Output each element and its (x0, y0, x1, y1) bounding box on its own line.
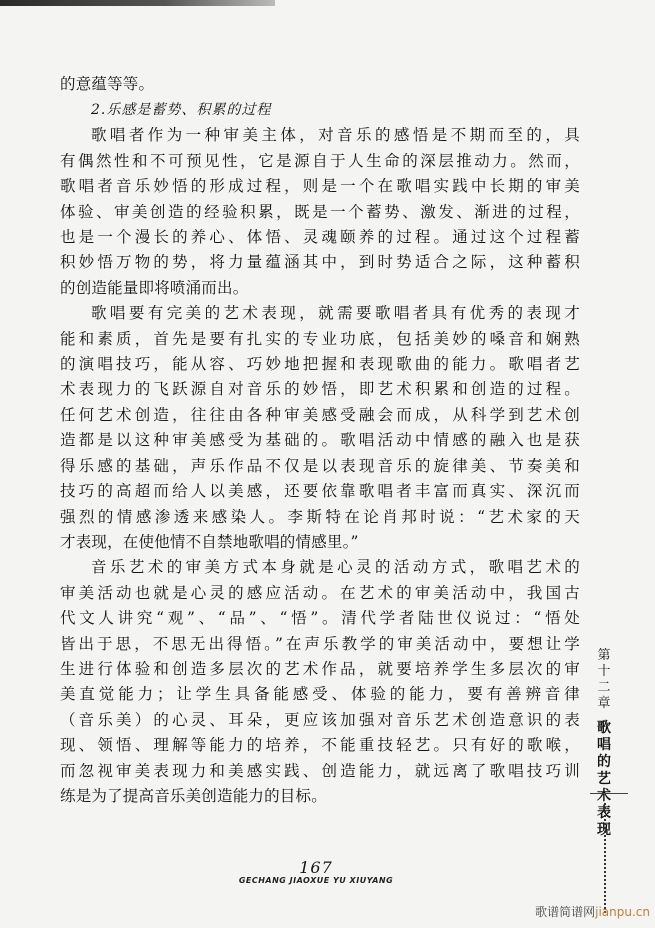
text-line: 生进行体验和创造多层次的艺术作品，就要培养学生多层次的审 (60, 659, 580, 678)
text-line: 也是一个漫长的养心、体悟、灵魂颐养的过程。通过这个过程蓄 (60, 228, 580, 247)
chapter-char: 二 (597, 680, 611, 695)
running-title: GECHANG JIAOXUE YU XIUYANG (238, 876, 394, 885)
text-line: 的演唱技巧，能从容、巧妙地把握和表现歌曲的能力。歌唱者艺 (60, 355, 580, 374)
text-line: 造都是以这种审美感受为基础的。歌唱活动中情感的融入也是获 (60, 431, 580, 450)
text-line: 术表现力的飞跃源自对音乐的妙悟，即艺术积累和创造的过程。 (60, 380, 580, 399)
text-line: （音乐美）的心灵、耳朵，更应该加强对音乐艺术创造意识的表 (60, 710, 580, 729)
chapter-label (594, 648, 614, 712)
text-line: 的创造能量即将喷涌而出。 (60, 278, 249, 297)
text-line: 代文人讲究“观”、“品”、“悟”。清代学者陆世仪说过：“悟处 (60, 609, 580, 628)
text-line: 有偶然性和不可预见性，它是源自于人生命的深层推动力。然而， (60, 151, 580, 170)
text-line: 歌唱要有完美的艺术表现，就需要歌唱者具有优秀的表现才 (91, 304, 580, 323)
chapter-title-char: 歌 (597, 720, 611, 736)
chapter-title-char: 现 (597, 822, 611, 838)
watermark-site: 歌谱简谱网 (535, 905, 596, 919)
text-line: 强烈的情感渗透来感染人。李斯特在论肖邦时说：“艺术家的天 (60, 507, 580, 526)
text-line: 技巧的高超而给人以美感，还要依靠歌唱者丰富而真实、深沉而 (60, 482, 580, 501)
side-tab-rule (590, 793, 628, 794)
text-line: 歌唱者作为一种审美主体，对音乐的感悟是不期而至的，具 (91, 126, 580, 145)
text-line: 美直觉能力；让学生具备能感受、体验的能力，要有善辨音律 (60, 685, 580, 704)
chapter-char: 第 (597, 648, 611, 663)
text-line: 积妙悟万物的势，将力量蕴涵其中，到时势适合之际，这种蓄积 (60, 253, 580, 272)
text-line: 得乐感的基础，声乐作品不仅是以表现音乐的旋律美、节奏美和 (60, 456, 580, 475)
chapter-title-char: 表 (597, 805, 611, 821)
text-line: 的意蕴等等。 (60, 75, 155, 93)
text-line: 任何艺术创造，往往由各种审美感受融会而成，从科学到艺术创 (60, 405, 580, 424)
scan-edge-bar (0, 0, 275, 6)
text-line: 歌唱者音乐妙悟的形成过程，则是一个在歌唱实践中长期的审美 (60, 177, 580, 196)
text-line: 体验、审美创造的经验积累，既是一个蓄势、激发、渐进的过程， (60, 202, 580, 221)
watermark-domain: jianpu.cn (595, 905, 650, 919)
page-number: 167 (299, 858, 333, 877)
text-line: 能和素质，首先是要有扎实的专业功底，包括美妙的嗓音和娴熟 (60, 329, 580, 348)
section-heading: 2.乐感是蓄势、积累的过程 (91, 102, 272, 119)
text-line: 现、领悟、理解等能力的培养，不能重技轻艺。只有好的歌喉， (60, 736, 580, 755)
chapter-title-char: 的 (597, 754, 611, 770)
text-line: 才表现，在使他情不自禁地歌唱的情感里。” (60, 532, 359, 551)
text-line: 练是为了提高音乐美创造能力的目标。 (60, 786, 327, 805)
text-line: 审美活动也就是心灵的感应活动。在艺术的审美活动中，我国古 (60, 583, 580, 602)
side-tab-dotted-rule (604, 803, 606, 913)
text-line: 音乐艺术的审美方式本身就是心灵的活动方式，歌唱艺术的 (91, 558, 580, 577)
text-line: 而忽视审美表现力和美感实践、创造能力，就远离了歌唱技巧训 (60, 761, 580, 780)
chapter-title-char: 唱 (597, 737, 611, 753)
chapter-title-char: 术 (597, 788, 611, 804)
chapter-char: 十 (597, 664, 611, 679)
body-text (60, 72, 580, 809)
text-line: 皆出于思，不思无出得悟。”在声乐教学的审美活动中，要想让学 (60, 634, 580, 653)
chapter-title-char: 艺 (597, 771, 611, 787)
chapter-char: 章 (597, 696, 611, 711)
watermark (490, 903, 650, 920)
